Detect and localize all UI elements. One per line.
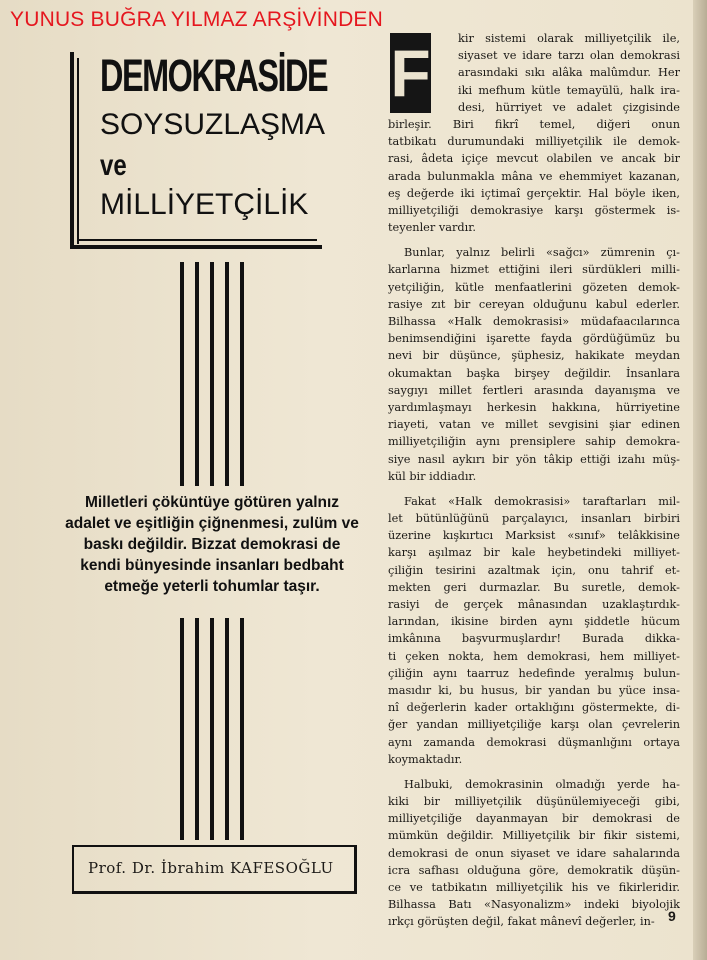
- lead-paragraph: Milletleri çöküntüye götüren yalnız adalet ve eşitliğin çiğnenmesi, zulüm ve baskı değildir. Bizzat demokrasi de kendi bünyesinde insanları bedbaht etmeğe yeterli tohumlar taşır.: [65, 494, 359, 595]
- decorative-bars-top: [180, 262, 244, 486]
- text-line: çiliğin aynı taarruz hedefinde yeralmış bulun-: [388, 666, 680, 680]
- text-line: teyenler vardır.: [388, 221, 476, 235]
- text-line: nevi bir düşünce, şüphesiz, hakikate meydan: [388, 349, 680, 363]
- text-line: karşı aşılmaz bir kale heybetindeki milliyet-: [388, 546, 680, 560]
- title-line-4: MİLLİYETÇİLİK: [100, 188, 309, 221]
- paragraph-4: [388, 776, 680, 931]
- bar: [240, 262, 244, 486]
- text-line: saygıyı millet fertleri arasında dayanışma ve: [388, 383, 680, 397]
- text-line: iki mefhum kütle temayülü, halk ira-: [458, 83, 680, 97]
- text-line: imkânına başvurmuşlardır! Burada dikka-: [388, 632, 680, 646]
- text-line: ti çeken nokta, hem demokrasi, hem milliyet-: [388, 649, 680, 663]
- text-line: kül bir iddiadır.: [388, 469, 477, 483]
- page-number: 9: [668, 908, 676, 924]
- text-line: rasiyi de gerçek mânasından uzaklaştırdık-: [388, 598, 680, 611]
- bar: [210, 262, 214, 486]
- text-line: mümkün değildir. Milliyetçilik bir fikir sistemi,: [388, 829, 680, 843]
- text-line: üzerine kışkırtıcı Marksist «sınıf» telâkkisine: [388, 529, 680, 543]
- text-line: okumaktan başka birşey değildir. İnsanlara: [388, 366, 680, 380]
- title-frame-inner-bottom-rule: [77, 239, 317, 241]
- text-line: masıdır ki, bu husus, bir yandan bu yüce insa-: [388, 683, 680, 697]
- paragraph-3: [388, 493, 680, 768]
- text-line: milliyetçiliğe dayanmayan bir demokrasi de: [388, 812, 680, 826]
- text-line: demokrasi de onun siyaset ve idare sahalarında: [388, 846, 680, 860]
- text-line: yardımlaşmayı herkesin hakkına, hürriyetine: [388, 400, 680, 414]
- text-line: eş değerde iki içtimaî gerçektir. Hal böyle iken,: [388, 186, 680, 200]
- title-frame-left-rule: [70, 52, 74, 248]
- text-line: rasi, âdeta içiçe mevcut olabilen ve ancak bir: [388, 152, 680, 166]
- text-line: aynı zamanda demokrasi düşmanlığını ortaya: [388, 735, 680, 749]
- text-line: milliyetçiliğin aynı prensiplere sahip demokra-: [388, 435, 680, 449]
- title-line-3: ve: [100, 149, 127, 182]
- text-line: Fakat «Halk demokrasisi» taraftarları mil-: [404, 494, 680, 508]
- text-line: arada bulunmakla mâna ve ehemmiyet kazanan,: [388, 169, 680, 183]
- decorative-bars-bottom: [180, 618, 244, 840]
- archive-watermark: YUNUS BUĞRA YILMAZ ARŞİVİNDEN: [10, 8, 384, 31]
- text-line: karlarına hizmet ettiğini ileri sürdükleri milli-: [388, 263, 680, 277]
- title-frame-bottom-rule: [70, 245, 322, 249]
- text-line: desi, hürriyet ve adalet çizgisinde: [458, 100, 680, 114]
- title-frame-inner-rule: [77, 58, 79, 244]
- bar: [240, 618, 244, 840]
- text-line: mekten geri durmazlar. Bu suretle, demok-: [388, 580, 680, 594]
- drop-cap: F: [390, 33, 431, 113]
- bar: [180, 618, 184, 840]
- text-line: larından, ikisine birden aynı şiddetle hücum: [388, 615, 680, 629]
- bar: [210, 618, 214, 840]
- text-line: koymaktadır.: [388, 752, 463, 766]
- author-box: [72, 845, 357, 894]
- bar: [195, 618, 199, 840]
- author-name: Prof. Dr. İbrahim KAFESOĞLU: [88, 859, 334, 877]
- text-line: tatbikatı durumundaki milliyetçilik ile demok-: [388, 135, 680, 149]
- text-line: ce ve tatbikatın milliyetçilik his ve fikirleridir.: [388, 881, 680, 894]
- text-line: Halbuki, demokrasinin olmadığı yerde ha-: [404, 777, 680, 791]
- text-line: kiki bir milliyetçilik düşünülemiyeceği gibi,: [388, 795, 680, 809]
- text-line: siye nasıl aykırı bir yön tâkip ettiği izahı müş-: [388, 452, 680, 466]
- text-line: arasındaki sıkı alâka malûmdur. Her: [458, 66, 680, 80]
- text-line: birleşir. Biri fikrî temel, diğeri onun: [388, 117, 680, 131]
- text-line: benimsendiğini işarette fayda gördüğümüz bu: [388, 332, 680, 346]
- text-line: Bunlar, yalnız belirli «sağcı» zümrenin çı-: [404, 246, 680, 260]
- text-line: çiliğin tesirini azaltmak için, onu tahrif et-: [388, 563, 680, 577]
- title-line-1: DEMOKRASİDE: [100, 50, 328, 101]
- bar: [225, 618, 229, 840]
- text-line: nî değerlerin kader ortaklığını göstermekte, di-: [388, 701, 680, 715]
- text-line: riayeti, vatan ve millet sevgisini şiar edinen: [388, 418, 680, 432]
- text-line: rasiye zıt bir cereyan olduğunu kabul ederler.: [388, 297, 680, 311]
- paragraph-1: [388, 30, 680, 236]
- bar: [195, 262, 199, 486]
- title-block: [70, 44, 328, 252]
- title-line-2: SOYSUZLAŞMA: [100, 108, 326, 141]
- text-line: ğer yandan milliyetçiliğe karşı olan çevrelerin: [388, 718, 680, 732]
- text-line: yetçiliğin, kütle menfaatlerini gözeten demok-: [388, 280, 680, 294]
- paragraph-2: [388, 244, 680, 485]
- text-line: Bilhassa Batı «Nasyonalizm» indeki biyolojik: [388, 898, 680, 912]
- text-line: let bütünlüğünü parçalayıcı, insanları birbiri: [388, 512, 680, 526]
- text-line: kir sistemi olarak milliyetçilik ile,: [458, 32, 680, 45]
- text-line: ırkçı görüşten değil, fakat mânevî değerler, in-: [388, 915, 655, 929]
- text-line: siyaset ve idare tarzı olan demokrasi: [458, 49, 680, 63]
- bar: [180, 262, 184, 486]
- text-line: icra safhası olduğuna göre, demokratik düşün-: [388, 863, 680, 877]
- bar: [225, 262, 229, 486]
- page-spine-shadow: [693, 0, 707, 960]
- text-line: Bilhassa «Halk demokrasisi» müdafaacılarınca: [388, 315, 680, 328]
- article-body: [388, 30, 680, 931]
- text-line: milliyetçiliği demokrasiye karşı göstermek is-: [388, 203, 680, 217]
